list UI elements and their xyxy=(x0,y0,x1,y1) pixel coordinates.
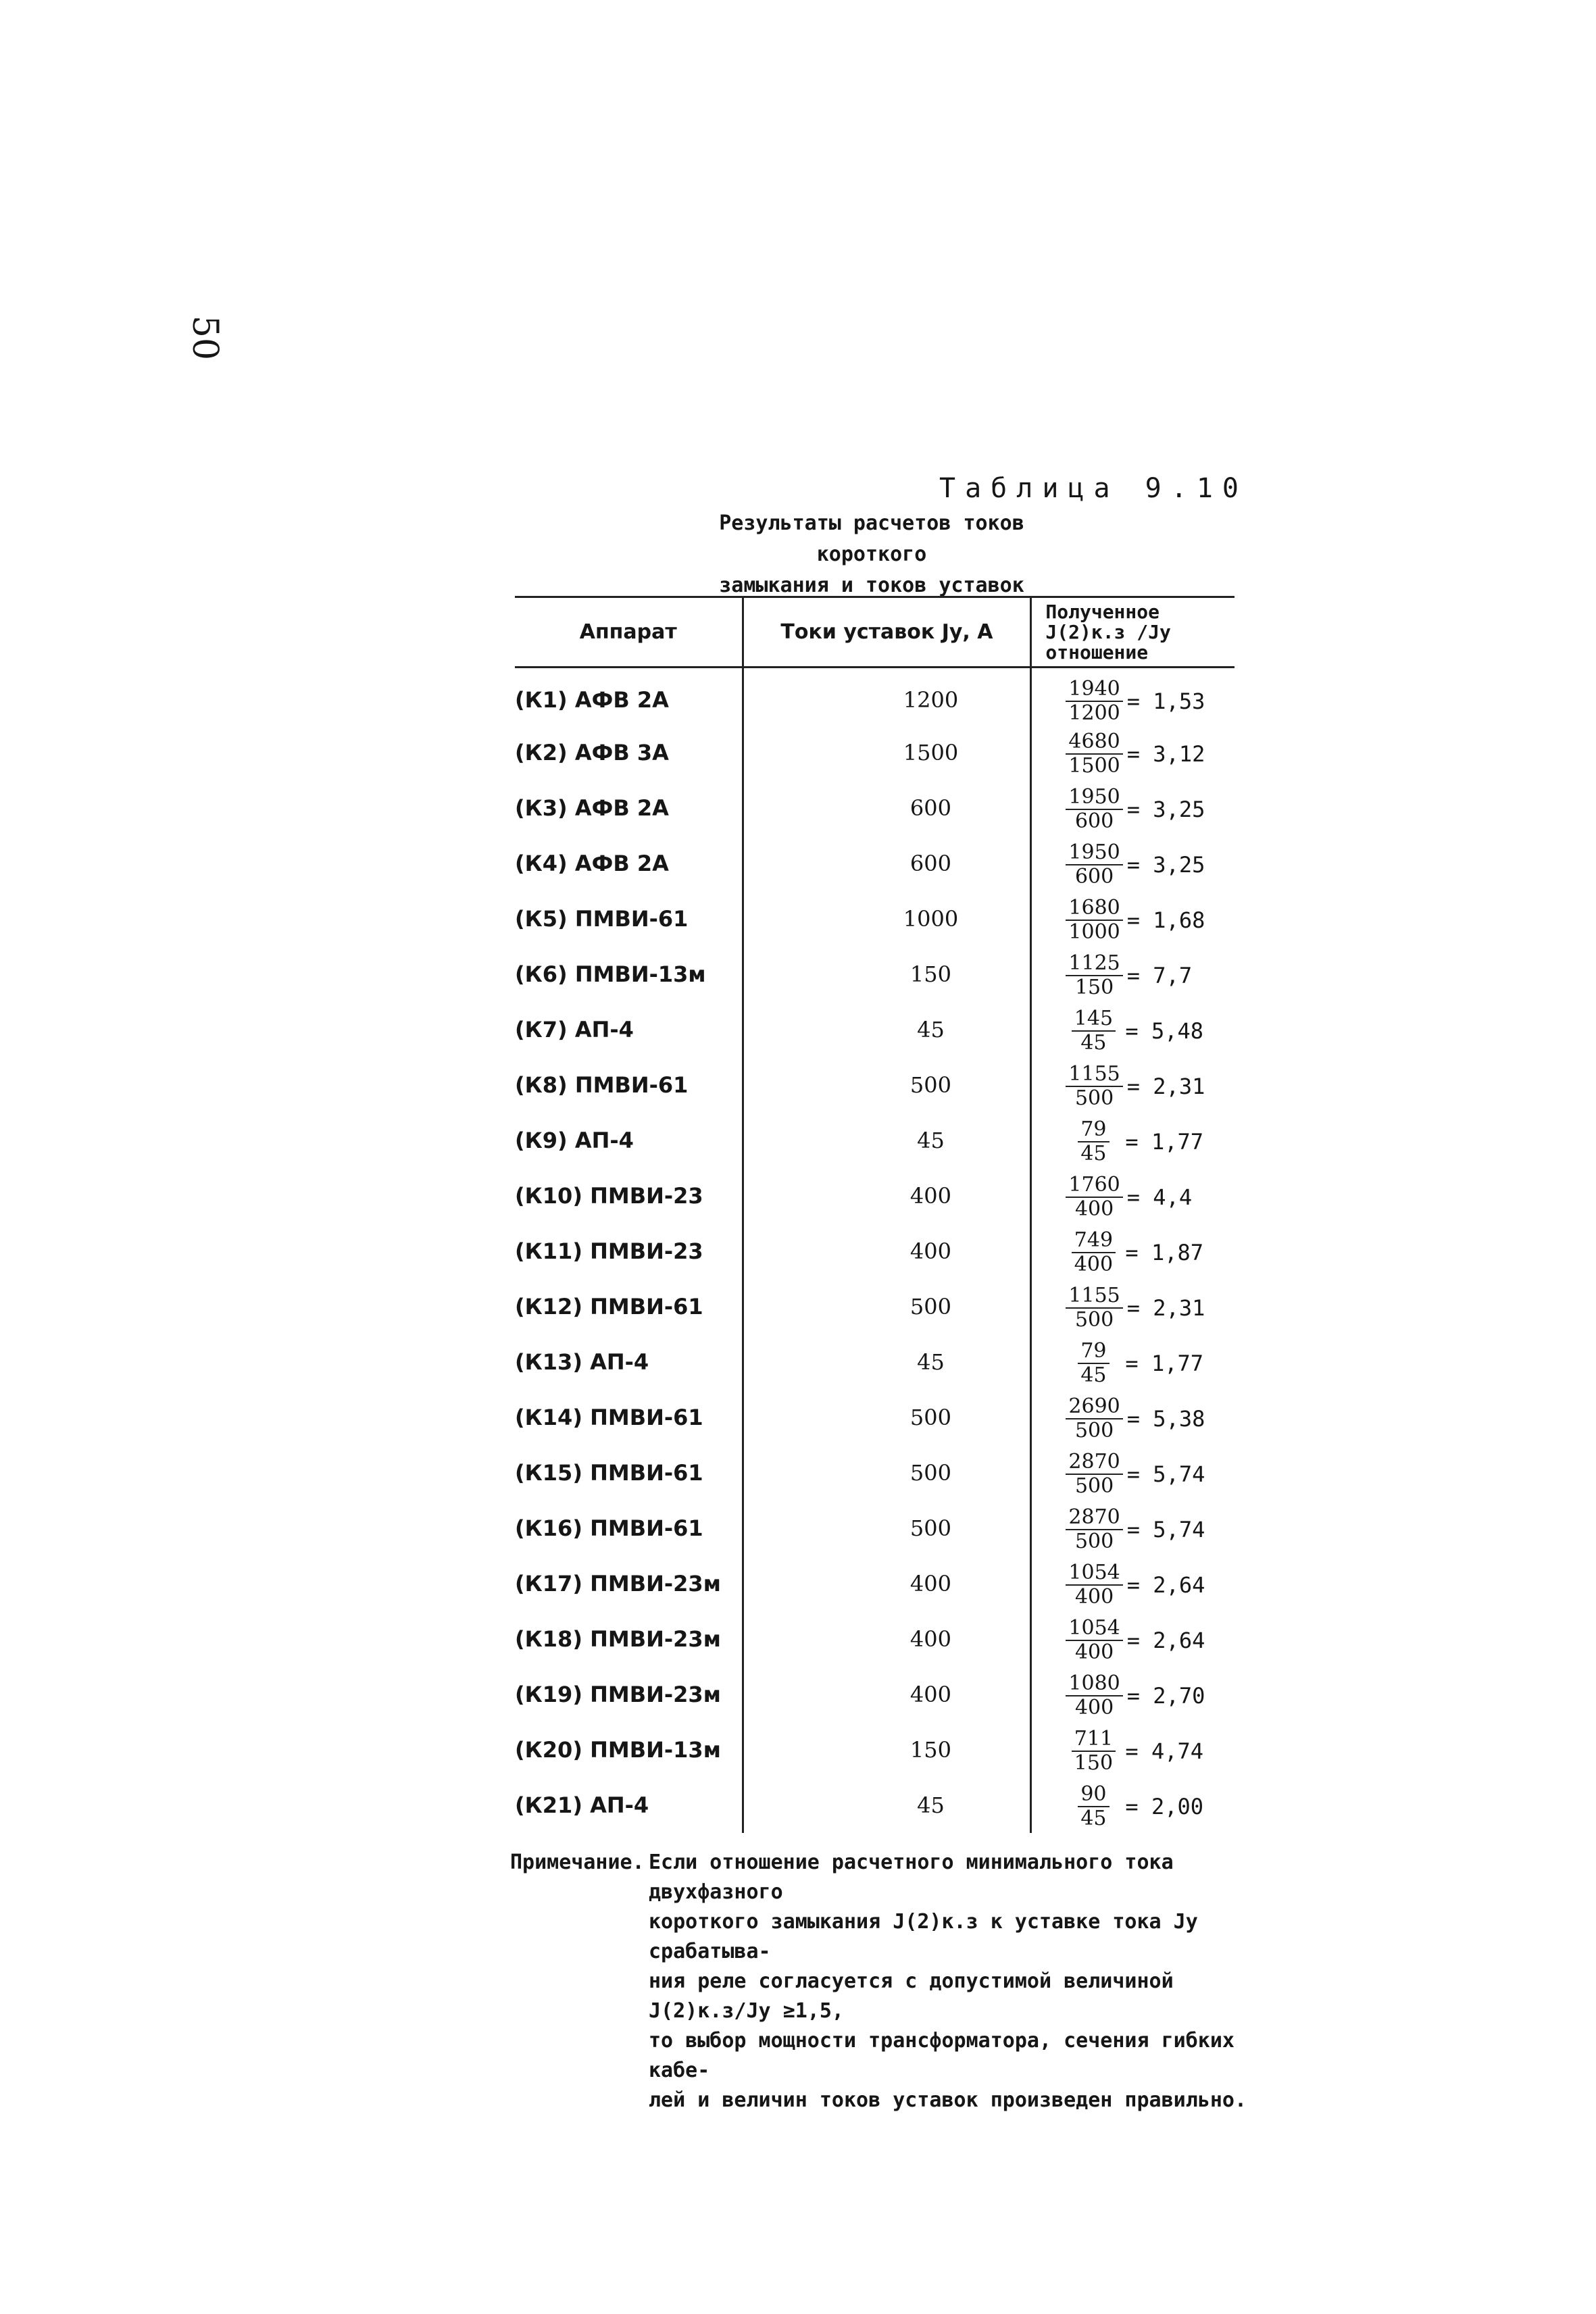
footnote-label: Примечание. xyxy=(510,1851,645,1874)
apparatus-cell: (К3) АФВ 2А xyxy=(515,795,669,821)
ratio-expression xyxy=(1066,1229,1203,1276)
device-label: ПМВИ-23м xyxy=(590,1626,721,1652)
result-value: = 5,74 xyxy=(1126,1461,1205,1487)
results-table xyxy=(515,596,1235,1833)
denominator: 500 xyxy=(1074,1308,1114,1332)
fraction xyxy=(1066,1284,1122,1332)
point-label: К17 xyxy=(524,1571,573,1596)
setting-cell: 45 xyxy=(743,1002,1031,1057)
table-row xyxy=(515,891,1235,947)
ratio-cell xyxy=(1031,1279,1235,1334)
setting-cell: 45 xyxy=(743,1778,1031,1833)
result-value: = 5,38 xyxy=(1126,1406,1205,1432)
fraction xyxy=(1066,786,1122,833)
result-value: = 2,00 xyxy=(1125,1794,1203,1819)
result-value: = 1,53 xyxy=(1126,688,1205,714)
ratio-cell xyxy=(1031,1501,1235,1556)
table-row xyxy=(515,1667,1235,1722)
ratio-expression xyxy=(1066,1728,1203,1775)
device-label: АФВ 2А xyxy=(574,851,669,876)
ratio-expression xyxy=(1066,1340,1203,1387)
setting-cell: 500 xyxy=(743,1445,1031,1501)
apparatus-cell: (К20) ПМВИ-13м xyxy=(515,1737,721,1763)
point-label: К4 xyxy=(524,851,558,876)
setting-cell: 400 xyxy=(743,1556,1031,1611)
point-label: К1 xyxy=(524,687,558,713)
table-row xyxy=(515,780,1235,836)
result-number: 2,31 xyxy=(1153,1295,1205,1321)
ratio-cell xyxy=(1031,1722,1235,1778)
result-value: = 7,7 xyxy=(1126,963,1193,988)
ratio-expression xyxy=(1066,1118,1203,1165)
table-row xyxy=(515,1501,1235,1556)
ratio-expression xyxy=(1066,1451,1205,1498)
result-value: = 2,31 xyxy=(1126,1295,1205,1321)
ratio-cell xyxy=(1031,1445,1235,1501)
result-number: 5,48 xyxy=(1151,1018,1203,1044)
result-value: = 2,70 xyxy=(1126,1683,1205,1709)
table-row xyxy=(515,725,1235,780)
result-number: 1,87 xyxy=(1151,1240,1203,1265)
page-number: 50 xyxy=(184,315,226,361)
fraction xyxy=(1066,897,1122,944)
setting-cell: 500 xyxy=(743,1390,1031,1445)
table-row xyxy=(515,1334,1235,1390)
result-value: = 5,74 xyxy=(1126,1517,1205,1542)
result-number: 2,31 xyxy=(1153,1074,1205,1099)
fraction xyxy=(1066,1229,1121,1276)
table-row xyxy=(515,1057,1235,1113)
result-value: = 1,68 xyxy=(1126,907,1205,933)
ratio-cell xyxy=(1031,836,1235,891)
apparatus-cell: (К17) ПМВИ-23м xyxy=(515,1571,721,1596)
point-label: К8 xyxy=(524,1072,558,1098)
result-value: = 5,48 xyxy=(1125,1018,1203,1044)
ratio-expression xyxy=(1066,1561,1205,1609)
fraction xyxy=(1066,1063,1122,1110)
point-label: К14 xyxy=(524,1405,573,1430)
denominator: 600 xyxy=(1074,865,1114,888)
numerator: 2690 xyxy=(1066,1395,1122,1419)
ratio-expression xyxy=(1066,1063,1205,1110)
fraction xyxy=(1066,730,1122,778)
ratio-expression xyxy=(1066,1174,1192,1221)
setting-cell: 400 xyxy=(743,1168,1031,1224)
numerator: 1680 xyxy=(1066,897,1122,921)
table-row xyxy=(515,947,1235,1002)
device-label: ПМВИ-61 xyxy=(590,1515,703,1541)
apparatus-cell: (К7) АП-4 xyxy=(515,1017,634,1042)
apparatus-cell: (К10) ПМВИ-23 xyxy=(515,1183,703,1209)
setting-cell: 1500 xyxy=(743,725,1031,780)
denominator: 400 xyxy=(1074,1696,1114,1719)
table-row xyxy=(515,1168,1235,1224)
result-number: 5,74 xyxy=(1153,1461,1205,1487)
table-row xyxy=(515,1002,1235,1057)
result-value: = 4,74 xyxy=(1125,1738,1203,1764)
ratio-cell xyxy=(1031,1390,1235,1445)
fraction xyxy=(1066,678,1122,725)
apparatus-cell: (К15) ПМВИ-61 xyxy=(515,1460,703,1486)
table-row xyxy=(515,1390,1235,1445)
ratio-expression xyxy=(1066,786,1205,833)
ratio-cell xyxy=(1031,1556,1235,1611)
point-label: К7 xyxy=(524,1017,558,1042)
result-number: 3,25 xyxy=(1153,797,1205,822)
table-row xyxy=(515,1224,1235,1279)
numerator: 79 xyxy=(1078,1340,1109,1364)
denominator: 45 xyxy=(1080,1363,1107,1387)
result-number: 1,68 xyxy=(1153,907,1205,933)
result-value: = 3,25 xyxy=(1126,852,1205,878)
ratio-cell xyxy=(1031,668,1235,726)
setting-cell: 1000 xyxy=(743,891,1031,947)
denominator: 500 xyxy=(1074,1530,1114,1553)
point-label: К19 xyxy=(524,1682,573,1707)
result-number: 3,12 xyxy=(1153,741,1205,767)
footnote xyxy=(510,1848,1287,2115)
device-label: ПМВИ-23м xyxy=(590,1571,721,1596)
denominator: 150 xyxy=(1074,976,1114,999)
fraction xyxy=(1066,952,1122,999)
table-row xyxy=(515,1611,1235,1667)
table-row xyxy=(515,1113,1235,1168)
numerator: 1760 xyxy=(1066,1174,1122,1198)
point-label: К3 xyxy=(524,795,558,821)
point-label: К2 xyxy=(524,740,558,765)
point-label: К9 xyxy=(524,1128,558,1153)
fraction xyxy=(1066,1395,1122,1442)
numerator: 749 xyxy=(1072,1229,1116,1253)
numerator: 1155 xyxy=(1066,1063,1122,1087)
table-row xyxy=(515,836,1235,891)
table-row xyxy=(515,1279,1235,1334)
ratio-expression xyxy=(1066,897,1205,944)
table-row xyxy=(515,1778,1235,1833)
ratio-cell xyxy=(1031,780,1235,836)
result-number: 1,53 xyxy=(1153,688,1205,714)
device-label: АП-4 xyxy=(590,1792,649,1818)
device-label: АФВ 2А xyxy=(574,687,669,713)
device-label: АП-4 xyxy=(574,1128,634,1153)
table-row xyxy=(515,1556,1235,1611)
apparatus-cell: (К11) ПМВИ-23 xyxy=(515,1238,703,1264)
point-label: К21 xyxy=(524,1792,573,1818)
apparatus-cell: (К6) ПМВИ-13м xyxy=(515,961,706,987)
setting-cell: 45 xyxy=(743,1113,1031,1168)
numerator: 1080 xyxy=(1066,1672,1122,1696)
device-label: АФВ 2А xyxy=(574,795,669,821)
result-number: 5,38 xyxy=(1153,1406,1205,1432)
numerator: 79 xyxy=(1078,1118,1109,1142)
point-label: К5 xyxy=(524,906,558,932)
fraction xyxy=(1066,1672,1122,1719)
device-label: ПМВИ-61 xyxy=(590,1405,703,1430)
denominator: 600 xyxy=(1074,809,1114,833)
numerator: 1054 xyxy=(1066,1617,1122,1641)
apparatus-cell: (К13) АП-4 xyxy=(515,1349,649,1375)
ratio-expression xyxy=(1066,1284,1205,1332)
result-number: 1,77 xyxy=(1151,1129,1203,1155)
result-value: = 2,64 xyxy=(1126,1628,1205,1653)
ratio-cell xyxy=(1031,1611,1235,1667)
denominator: 400 xyxy=(1074,1640,1114,1664)
header-setting-current: Токи уставок Jу, А xyxy=(743,597,1031,668)
result-value: = 1,77 xyxy=(1125,1129,1203,1155)
apparatus-cell: (К18) ПМВИ-23м xyxy=(515,1626,721,1652)
device-label: АП-4 xyxy=(574,1017,634,1042)
result-number: 3,25 xyxy=(1153,852,1205,878)
ratio-expression xyxy=(1066,1672,1205,1719)
device-label: ПМВИ-61 xyxy=(574,906,689,932)
setting-cell: 1200 xyxy=(743,668,1031,726)
result-value: = 1,77 xyxy=(1125,1351,1203,1376)
denominator: 45 xyxy=(1080,1142,1107,1165)
setting-cell: 500 xyxy=(743,1057,1031,1113)
denominator: 400 xyxy=(1074,1253,1114,1276)
result-number: 4,74 xyxy=(1151,1738,1203,1764)
ratio-cell xyxy=(1031,1002,1235,1057)
table-header-row xyxy=(515,597,1235,668)
numerator: 1950 xyxy=(1066,786,1122,810)
device-label: ПМВИ-23 xyxy=(590,1238,703,1264)
device-label: ПМВИ-61 xyxy=(590,1294,703,1319)
device-label: АФВ 3А xyxy=(574,740,669,765)
ratio-expression xyxy=(1066,1617,1205,1664)
denominator: 1000 xyxy=(1068,920,1120,944)
apparatus-cell: (К19) ПМВИ-23м xyxy=(515,1682,721,1707)
denominator: 400 xyxy=(1074,1585,1114,1609)
ratio-expression xyxy=(1066,841,1205,888)
result-number: 5,74 xyxy=(1153,1517,1205,1542)
numerator: 1940 xyxy=(1066,678,1122,702)
point-label: К18 xyxy=(524,1626,573,1652)
fraction xyxy=(1066,1617,1122,1664)
device-label: ПМВИ-23м xyxy=(590,1682,721,1707)
fraction xyxy=(1066,1728,1121,1775)
result-value: = 3,25 xyxy=(1126,797,1205,822)
setting-cell: 45 xyxy=(743,1334,1031,1390)
denominator: 1200 xyxy=(1068,701,1120,725)
result-number: 2,64 xyxy=(1153,1628,1205,1653)
ratio-expression xyxy=(1066,952,1192,999)
table-row xyxy=(515,668,1235,726)
device-label: АП-4 xyxy=(590,1349,649,1375)
point-label: К15 xyxy=(524,1460,573,1486)
setting-cell: 600 xyxy=(743,836,1031,891)
apparatus-cell: (К16) ПМВИ-61 xyxy=(515,1515,703,1541)
fraction xyxy=(1066,1506,1122,1553)
denominator: 500 xyxy=(1074,1419,1114,1442)
setting-cell: 500 xyxy=(743,1501,1031,1556)
setting-cell: 150 xyxy=(743,1722,1031,1778)
point-label: К20 xyxy=(524,1737,573,1763)
table-row xyxy=(515,1722,1235,1778)
device-label: ПМВИ-61 xyxy=(574,1072,689,1098)
fraction xyxy=(1066,1451,1122,1498)
denominator: 500 xyxy=(1074,1474,1114,1498)
numerator: 90 xyxy=(1078,1783,1109,1807)
point-label: К10 xyxy=(524,1183,573,1209)
apparatus-cell: (К21) АП-4 xyxy=(515,1792,649,1818)
setting-cell: 500 xyxy=(743,1279,1031,1334)
numerator: 2870 xyxy=(1066,1506,1122,1530)
result-value: = 3,12 xyxy=(1126,741,1205,767)
apparatus-cell: (К9) АП-4 xyxy=(515,1128,634,1153)
point-label: К16 xyxy=(524,1515,573,1541)
fraction xyxy=(1066,1783,1121,1830)
numerator: 1155 xyxy=(1066,1284,1122,1309)
fraction xyxy=(1066,1340,1121,1387)
denominator: 500 xyxy=(1074,1086,1114,1110)
setting-cell: 600 xyxy=(743,780,1031,836)
numerator: 4680 xyxy=(1066,730,1122,755)
apparatus-cell: (К5) ПМВИ-61 xyxy=(515,906,689,932)
device-label: ПМВИ-13м xyxy=(590,1737,721,1763)
denominator: 1500 xyxy=(1068,754,1120,778)
footnote-text: Если отношение расчетного минимального тока двухфазного короткого замыкания J(2)к.з к уставке тока Jу срабатыва- ния реле согласуется с допустимой величиной J(2)к.з/Jу ≥1,5, то выбор мощности трансформатора, сечения гибких кабе- лей и величин токов уставок произведен правильно. xyxy=(649,1851,1247,2112)
numerator: 2870 xyxy=(1066,1451,1122,1475)
ratio-expression xyxy=(1066,678,1205,725)
denominator: 45 xyxy=(1080,1807,1107,1830)
ratio-cell xyxy=(1031,1113,1235,1168)
ratio-cell xyxy=(1031,1334,1235,1390)
fraction xyxy=(1066,1118,1121,1165)
setting-cell: 400 xyxy=(743,1667,1031,1722)
result-number: 4,4 xyxy=(1153,1184,1193,1210)
result-number: 7,7 xyxy=(1153,963,1193,988)
numerator: 711 xyxy=(1072,1728,1116,1752)
device-label: ПМВИ-61 xyxy=(590,1460,703,1486)
point-label: К11 xyxy=(524,1238,573,1264)
denominator: 45 xyxy=(1080,1031,1107,1055)
ratio-expression xyxy=(1066,1007,1203,1055)
denominator: 150 xyxy=(1074,1751,1114,1775)
ratio-expression xyxy=(1066,730,1205,778)
result-value: = 1,87 xyxy=(1125,1240,1203,1265)
ratio-expression xyxy=(1066,1506,1205,1553)
fraction xyxy=(1066,1561,1122,1609)
result-number: 2,00 xyxy=(1151,1794,1203,1819)
result-value: = 4,4 xyxy=(1126,1184,1193,1210)
ratio-cell xyxy=(1031,1057,1235,1113)
apparatus-cell: (К14) ПМВИ-61 xyxy=(515,1405,703,1430)
result-value: = 2,64 xyxy=(1126,1572,1205,1598)
apparatus-cell: (К2) АФВ 3А xyxy=(515,740,669,765)
numerator: 1950 xyxy=(1066,841,1122,865)
result-number: 1,77 xyxy=(1151,1351,1203,1376)
table-caption: Результаты расчетов токов короткого замыкания и токов уставок xyxy=(719,511,1024,597)
device-label: ПМВИ-23 xyxy=(590,1183,703,1209)
point-label: К12 xyxy=(524,1294,573,1319)
table-label: Таблица 9.10 xyxy=(939,473,1248,504)
point-label: К13 xyxy=(524,1349,573,1375)
result-value: = 2,31 xyxy=(1126,1074,1205,1099)
denominator: 400 xyxy=(1074,1197,1114,1221)
ratio-cell xyxy=(1031,947,1235,1002)
result-number: 2,64 xyxy=(1153,1572,1205,1598)
ratio-cell xyxy=(1031,725,1235,780)
setting-cell: 400 xyxy=(743,1224,1031,1279)
result-number: 2,70 xyxy=(1153,1683,1205,1709)
numerator: 1054 xyxy=(1066,1561,1122,1586)
setting-cell: 400 xyxy=(743,1611,1031,1667)
setting-cell: 150 xyxy=(743,947,1031,1002)
apparatus-cell: (К8) ПМВИ-61 xyxy=(515,1072,689,1098)
apparatus-cell: (К4) АФВ 2А xyxy=(515,851,669,876)
ratio-cell xyxy=(1031,891,1235,947)
ratio-cell xyxy=(1031,1168,1235,1224)
fraction xyxy=(1066,1007,1121,1055)
ratio-cell xyxy=(1031,1224,1235,1279)
numerator: 145 xyxy=(1072,1007,1116,1032)
ratio-cell xyxy=(1031,1667,1235,1722)
ratio-cell xyxy=(1031,1778,1235,1833)
device-label: ПМВИ-13м xyxy=(574,961,706,987)
apparatus-cell: (К12) ПМВИ-61 xyxy=(515,1294,703,1319)
header-ratio: Полученное J(2)к.з /Jу отношение xyxy=(1031,597,1235,668)
table-row xyxy=(515,1445,1235,1501)
table-body xyxy=(515,668,1235,1834)
header-apparatus: Аппарат xyxy=(515,597,743,668)
apparatus-cell: (К1) АФВ 2А xyxy=(515,687,669,713)
point-label: К6 xyxy=(524,961,558,987)
fraction xyxy=(1066,841,1122,888)
ratio-expression xyxy=(1066,1783,1203,1830)
fraction xyxy=(1066,1174,1122,1221)
numerator: 1125 xyxy=(1066,952,1122,976)
ratio-expression xyxy=(1066,1395,1205,1442)
